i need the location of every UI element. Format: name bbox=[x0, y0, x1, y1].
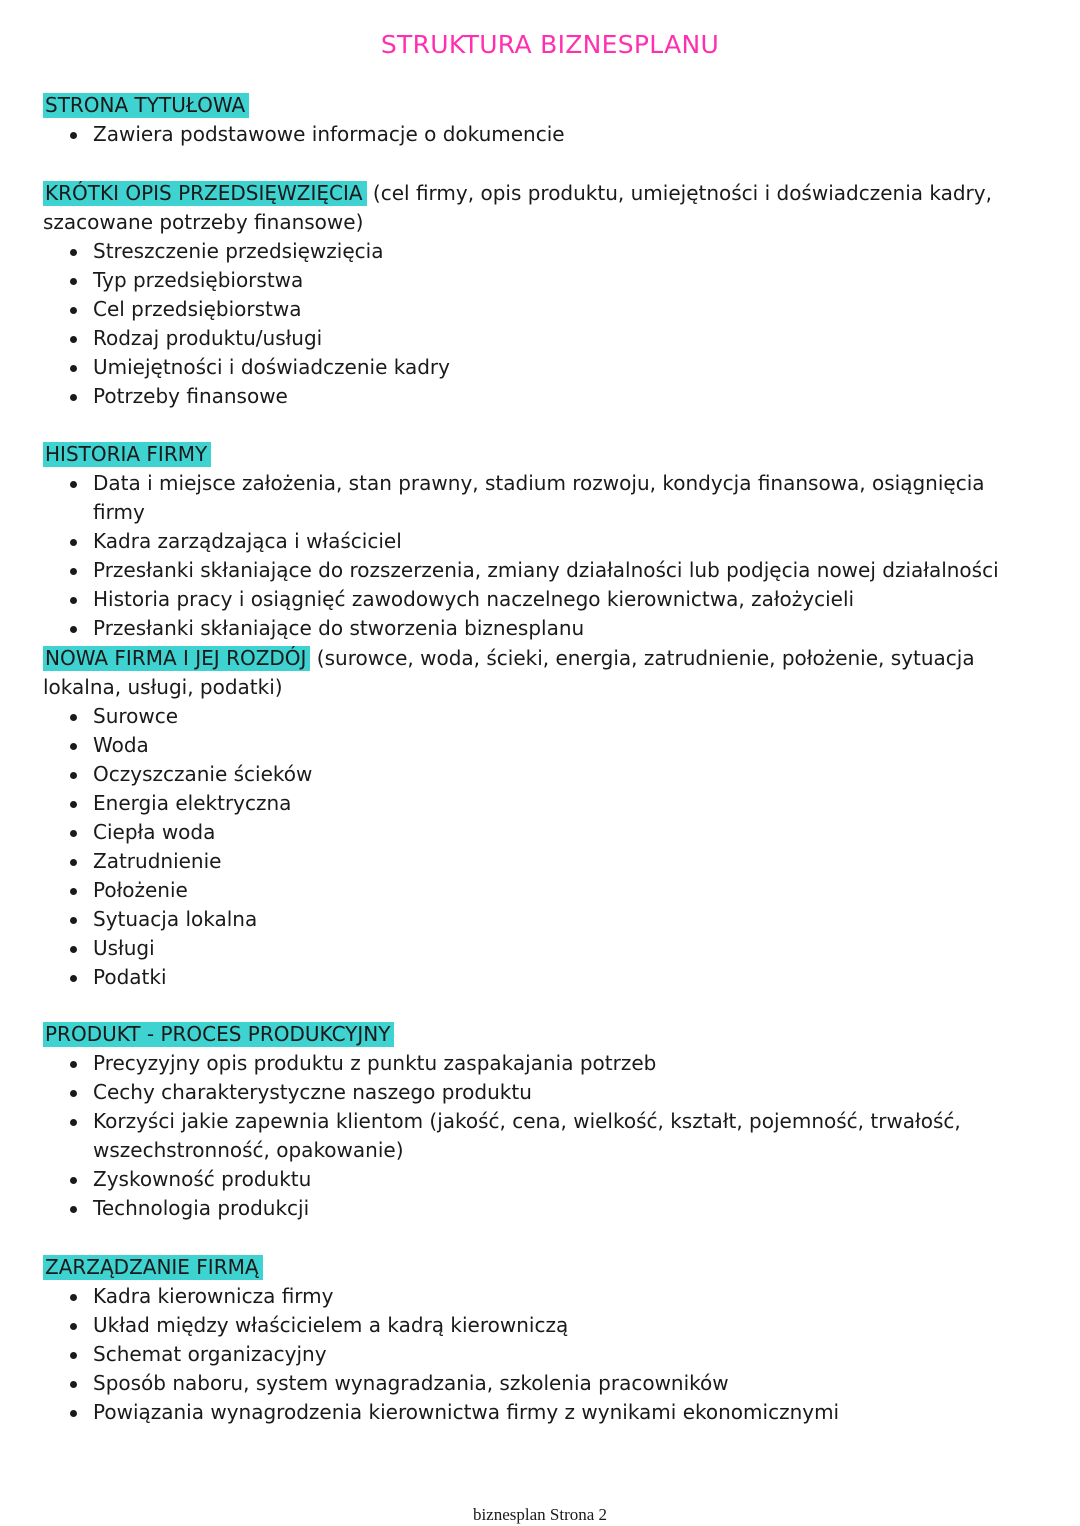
page-title: STRUKTURA BIZNESPLANU bbox=[380, 30, 720, 59]
bullet-icon bbox=[70, 1323, 77, 1330]
bullet-icon bbox=[70, 481, 77, 488]
bullet-icon bbox=[70, 1410, 77, 1417]
list-item: Woda bbox=[93, 731, 1033, 760]
list-item: Usługi bbox=[93, 934, 1033, 963]
bullet-list bbox=[43, 702, 1033, 992]
bullet-icon bbox=[70, 626, 77, 633]
list-item: Umiejętności i doświadczenie kadry bbox=[93, 353, 1033, 382]
list-item: Korzyści jakie zapewnia klientom (jakość, cena, wielkość, kształt, pojemność, trwałość, wszechstronność, opakowanie) bbox=[93, 1107, 963, 1165]
section-note: (cel firmy, opis produktu, umiejętności i doświadczenia kadry, bbox=[366, 181, 992, 205]
list-item: Zatrudnienie bbox=[93, 847, 1033, 876]
section-heading-line bbox=[43, 644, 1033, 673]
bullet-icon bbox=[70, 1352, 77, 1359]
list-item: Cel przedsiębiorstwa bbox=[93, 295, 1033, 324]
bullet-icon bbox=[70, 1090, 77, 1097]
list-item: Data i miejsce założenia, stan prawny, stadium rozwoju, kondycja finansowa, osiągnięcia firmy bbox=[93, 469, 1033, 527]
section-heading-line bbox=[43, 91, 1033, 120]
list-item: Rodzaj produktu/usługi bbox=[93, 324, 1033, 353]
list-item: Sytuacja lokalna bbox=[93, 905, 1033, 934]
list-item: Ciepła woda bbox=[93, 818, 1033, 847]
list-item: Zawiera podstawowe informacje o dokumencie bbox=[93, 120, 1033, 149]
bullet-icon bbox=[70, 1381, 77, 1388]
section-zarzadzanie bbox=[43, 1253, 1033, 1427]
bullet-icon bbox=[70, 1177, 77, 1184]
bullet-icon bbox=[70, 307, 77, 314]
list-item: Typ przedsiębiorstwa bbox=[93, 266, 1033, 295]
list-item: Położenie bbox=[93, 876, 1033, 905]
section-heading: NOWA FIRMA I JEJ ROZDÓJ bbox=[43, 646, 310, 671]
bullet-icon bbox=[70, 888, 77, 895]
section-heading-line bbox=[43, 1020, 1033, 1049]
bullet-icon bbox=[70, 336, 77, 343]
section-heading: HISTORIA FIRMY bbox=[43, 442, 211, 467]
list-item: Potrzeby finansowe bbox=[93, 382, 1033, 411]
bullet-list bbox=[43, 1049, 1033, 1223]
bullet-icon bbox=[70, 1206, 77, 1213]
list-item: Oczyszczanie ścieków bbox=[93, 760, 1033, 789]
list-item: Surowce bbox=[93, 702, 1033, 731]
list-item: Precyzyjny opis produktu z punktu zaspakajania potrzeb bbox=[93, 1049, 1033, 1078]
bullet-icon bbox=[70, 917, 77, 924]
bullet-icon bbox=[70, 772, 77, 779]
bullet-icon bbox=[70, 946, 77, 953]
list-item: Historia pracy i osiągnięć zawodowych naczelnego kierownictwa, założycieli bbox=[93, 585, 1033, 614]
bullet-icon bbox=[70, 249, 77, 256]
bullet-icon bbox=[70, 1294, 77, 1301]
bullet-icon bbox=[70, 132, 77, 139]
section-note-continued: lokalna, usługi, podatki) bbox=[43, 675, 283, 699]
bullet-list bbox=[43, 237, 1033, 411]
list-item: Podatki bbox=[93, 963, 1033, 992]
list-item: Streszczenie przedsięwzięcia bbox=[93, 237, 1033, 266]
bullet-icon bbox=[70, 597, 77, 604]
bullet-icon bbox=[70, 1061, 77, 1068]
bullet-icon bbox=[70, 365, 77, 372]
list-item: Przesłanki skłaniające do rozszerzenia, zmiany działalności lub podjęcia nowej działalności bbox=[93, 556, 1033, 585]
list-item: Powiązania wynagrodzenia kierownictwa firmy z wynikami ekonomicznymi bbox=[93, 1398, 1033, 1427]
section-krotki-opis bbox=[43, 179, 1033, 411]
list-item: Kadra kierownicza firmy bbox=[93, 1282, 1033, 1311]
bullet-icon bbox=[70, 830, 77, 837]
bullet-icon bbox=[70, 859, 77, 866]
list-item: Technologia produkcji bbox=[93, 1194, 1033, 1223]
bullet-list bbox=[43, 469, 1033, 643]
list-item: Zyskowność produktu bbox=[93, 1165, 1033, 1194]
section-heading-line bbox=[43, 179, 1033, 208]
section-produkt bbox=[43, 1020, 1033, 1223]
section-heading: KRÓTKI OPIS PRZEDSIĘWZIĘCIA bbox=[43, 181, 367, 206]
section-nowa-firma bbox=[43, 644, 1033, 992]
section-strona-tytulowa bbox=[43, 91, 1033, 149]
page-footer: biznesplan Strona 2 bbox=[472, 1505, 608, 1524]
bullet-icon bbox=[70, 394, 77, 401]
section-note-continued: szacowane potrzeby finansowe) bbox=[43, 210, 364, 234]
list-item: Energia elektryczna bbox=[93, 789, 1033, 818]
bullet-icon bbox=[70, 743, 77, 750]
bullet-icon bbox=[70, 568, 77, 575]
bullet-icon bbox=[70, 539, 77, 546]
section-historia-firmy bbox=[43, 440, 1033, 643]
list-item: Przesłanki skłaniające do stworzenia biznesplanu bbox=[93, 614, 1033, 643]
bullet-list bbox=[43, 120, 1033, 149]
section-heading-line bbox=[43, 440, 1033, 469]
section-heading: STRONA TYTUŁOWA bbox=[43, 93, 249, 118]
list-item: Schemat organizacyjny bbox=[93, 1340, 1033, 1369]
list-item: Cechy charakterystyczne naszego produktu bbox=[93, 1078, 1033, 1107]
bullet-icon bbox=[70, 1119, 77, 1126]
list-item: Kadra zarządzająca i właściciel bbox=[93, 527, 1033, 556]
bullet-icon bbox=[70, 801, 77, 808]
section-heading-line bbox=[43, 1253, 1033, 1282]
list-item: Sposób naboru, system wynagradzania, szkolenia pracowników bbox=[93, 1369, 1033, 1398]
bullet-icon bbox=[70, 975, 77, 982]
section-heading: ZARZĄDZANIE FIRMĄ bbox=[43, 1255, 263, 1280]
bullet-icon bbox=[70, 714, 77, 721]
section-note: (surowce, woda, ścieki, energia, zatrudnienie, położenie, sytuacja bbox=[310, 646, 975, 670]
section-heading: PRODUKT - PROCES PRODUKCYJNY bbox=[43, 1022, 394, 1047]
bullet-icon bbox=[70, 278, 77, 285]
bullet-list bbox=[43, 1282, 1033, 1427]
list-item: Układ między właścicielem a kadrą kierowniczą bbox=[93, 1311, 1033, 1340]
